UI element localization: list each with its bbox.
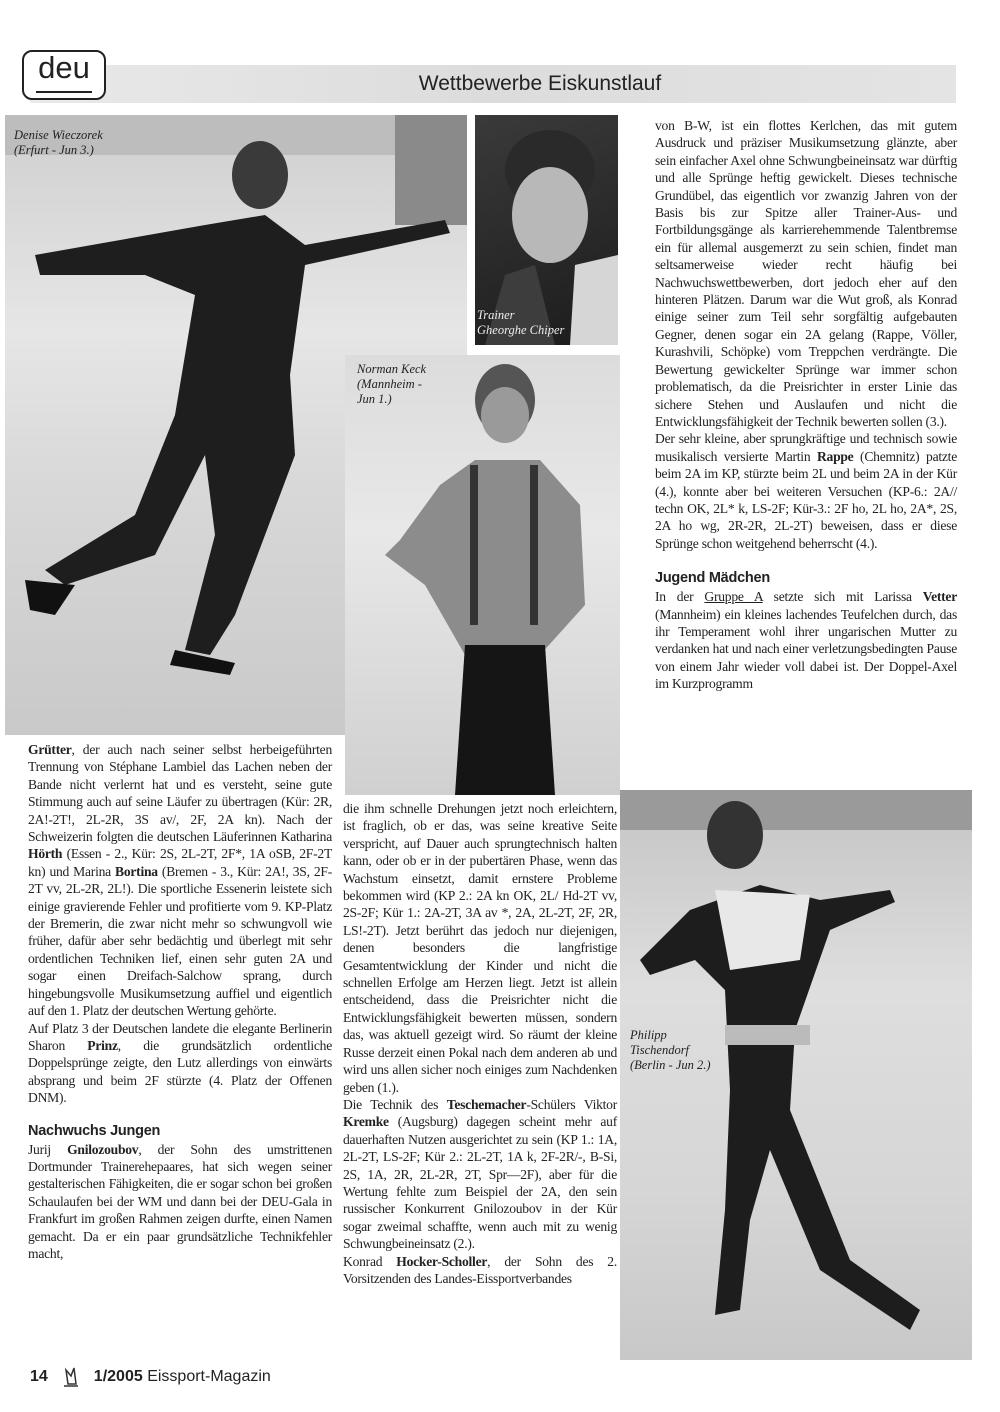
article-column-left (28, 741, 332, 1262)
skater-image (620, 790, 972, 1360)
text-run: (Augsburg) dagegen scheint mehr auf dauerhaften Nutzen ausgerichtet zu sein (KP 1.: 1A, 2L-2T, LS-2F; Kür 2.: 2L-2T, 1A k, 2F-2R/-, B-Si, 2S, 1A, 2R, 2L-2R, 2T, Spr—2F), aber für die Wertung fehlte zum Beispiel der 2A, den sein russischer Konkurrent Gnilozoubov in der Kür sogar zweimal schaffte, wenn auch mit zu wenig Schwungbeineinsatz (2.). (343, 1114, 617, 1252)
section-heading-nachwuchs-jungen: Nachwuchs Jungen (28, 1122, 161, 1139)
bold-name: Vetter (922, 589, 957, 605)
bold-name: Grütter (28, 742, 72, 757)
text-run: (Chemnitz) patzte beim 2A im KP, stürzte beim 2L und beim 2A in der Kür (4.), konnte aber bei weiteren Versuchen (KP-6.: 2A// techn OK, 2L* k, LS-2F; Kür-3.: 2F ho, 2L ho, 2A*, 2S, 2A ho wg, 2R-2R, 2L-2T) beweisen, dass er diese Sprünge schon weitgehend beherrscht (4.). (655, 448, 957, 551)
article-text (28, 741, 332, 1107)
text-run: (Bremen - 3., Kür: 2A!, 3S, 2F-2T vv, 2L-2R, 2L!). Die sportliche Essenerin leistete sich einige gravierende Fehler und profitierte vom 9. KP-Platz der Bremerin, die zwar nicht mehr so schwungvoll wie früher, dafür aber sehr bedächtig und überlegt mit sehr ordentlichen Techniken lief, einen sehr guten 2A und sogar einen Dreifach-Salchow sprang, durch hingebungsvolle Musikumsetzung auffiel und eigentlich auf den 1. Platz der deutschen Wertung gehörte. (28, 863, 332, 1019)
text-run: die ihm schnelle Drehungen jetzt noch erleichtern, ist fraglich, ob er das, was seine kreative Seite verspricht, auf Dauer auch sprungtechnisch halten kann, oder ob er in der pubertären Phase, wenn das Wachstum einsetzt, damit ernstere Probleme bekommen wird (KP 2.: 2A kn OK, 2L/ Hd-2T vv, 2S-2F; Kür 1.: 2A-2T, 3A av *, 2A, 2L-2T, 2F, 2R, LS!-2T). Jetzt berührt das jedoch nur diejenigen, denen besonders die langfristige Gesamtentwicklung der Kinder und nicht die schnellen Erfolge am Herzen liegt. Jetzt ist allein entscheidend, dass die Preisrichter nicht die Entwicklungsfähigkeit bewerten müssen, sondern das, was aktuell gezeigt wird. So räumt der kleine Russe derzeit einen Pokal nach dem anderen ab und wird uns allen sicher noch einiges zum Nachdenken geben (1.). (343, 801, 617, 1095)
text-run: von B-W, ist ein flottes Kerlchen, das mit gutem Ausdruck und präziser Musikumsetzung glänzte, aber sein einfacher Axel ohne Schwungbeineinsatz war dürftig und alle Sprünge heftig gewickelt. Dieses technische Grundübel, das eigentlich vor zwanzig Jahren von der Basis bis zur Spitze aller Trainer-Aus- und Fortbildungsgänge als karrierehemmende Talentbremse ein für allemal ausgemerzt zu sein schien, findet man seltsamerweise wieder recht häufig bei Nachwuchswettbewerben, dort jedoch eher auf den hinteren Plätzen. Darum war die Wut groß, als Konrad einige seiner zum Teil sehr sorgfältig aufgebauten Gegner, denen sogar ein 2A gelang (Rappe, Völler, Kurashvili, Schöpke) vom Treppchen verdrängte. Die Bewertung gewickelter Sprünge war immer schon problematisch, da die Preisrichter in erster Linie das sichere Stehen und Auslaufen und nicht die Entwicklungsfähigkeit der Technik bewerten sollen (3.). (655, 118, 957, 429)
text-run: , die grundsätzlich ordentliche Doppelsprünge zeigte, den Lutz allerdings von einwärts absprang und beim 2F stürzte (4. Platz der Offenen DNM). (28, 1037, 332, 1106)
bold-name: Teschemacher (446, 1096, 527, 1112)
logo-text: deu (38, 50, 90, 85)
caption-denise (14, 128, 103, 158)
caption-norman (357, 362, 426, 407)
caption-line: (Erfurt - Jun 3.) (14, 143, 94, 157)
caption-line: Norman Keck (357, 362, 427, 376)
text-run: -Schülers Viktor (526, 1096, 617, 1112)
article-column-middle (343, 800, 617, 1287)
bold-name: Bortina (115, 863, 158, 879)
text-run: , der Sohn des umstrittenen Dortmunder Trainerehepaares, hat sich wegen seiner gestalterischen Fähigkeiten, die er sogar schon bei großen Schaulaufen bei der WM und dann bei der DEU-Gala in Frankfurt im großen Rahmen zeigen durfte, einen Namen gemacht. Da er ein paar grundsätzliche Technikfehler macht, (28, 1141, 332, 1261)
logo-underline (36, 91, 92, 93)
text-run: setzte sich mit Larissa (762, 589, 923, 605)
magazine-name: Eissport-Magazin (147, 1368, 271, 1385)
article-text (655, 117, 957, 552)
caption-line: Tischendorf (630, 1043, 690, 1057)
bold-name: Kremke (343, 1114, 389, 1130)
bold-name: Hörth (28, 846, 63, 862)
photo-norman-keck (345, 355, 620, 795)
text-run: Gruppe A (704, 589, 763, 605)
bold-name: Hocker-Scholler (396, 1253, 488, 1269)
caption-line: Denise Wieczorek (14, 128, 103, 142)
text-run: Auf Platz 3 der Deutschen landete die elegante Berlinerin Sharon (28, 1020, 332, 1053)
photo-philipp-tischendorf (620, 790, 972, 1360)
article-text (655, 588, 957, 692)
bold-name: Gnilozoubov (67, 1141, 139, 1157)
paragraph (343, 800, 617, 1096)
text-run: , der Sohn des 2. Vorsitzenden des Landes-Eissportverbandes (343, 1253, 617, 1286)
bold-name: Rappe (816, 448, 854, 464)
text-run: , der auch nach seiner selbst herbeigeführten Trennung von Stéphane Lambiel das Lachen neben der Bande nicht verlernt hat und es versteht, seine gute Stimmung auch auf seine Läufer zu übertragen (Kür: 2R, 2A!-2T!, 2L-2R, 3S av/, 2F, 2A kn). Nach der Schweizerin folgten die deutschen Läuferinnen Katharina (28, 742, 332, 845)
caption-philipp (630, 1028, 711, 1073)
paragraph (343, 1096, 617, 1253)
paragraph (655, 430, 957, 552)
article-text (28, 1141, 332, 1263)
section-heading-jugend-maedchen: Jugend Mädchen (655, 570, 770, 587)
text-run: (Mannheim) ein kleines lachendes Teufelchen durch, das ihr Temperament wohl ihrer ungarischen Mutter zu verdanken hat und nach einer verletzungsbedingten Pause von einem Jahr wieder voll dabei ist. Der Doppel-Axel im Kurzprogramm (655, 606, 957, 692)
page-title: Wettbewerbe Eiskunstlauf (418, 72, 662, 95)
text-run: Konrad (343, 1253, 397, 1269)
caption-trainer (477, 308, 564, 338)
paragraph (655, 588, 957, 692)
caption-line: Gheorghe Chiper (477, 323, 565, 337)
skater-image (345, 355, 620, 795)
issue-line (94, 1368, 271, 1386)
caption-line: (Mannheim - (357, 377, 422, 391)
paragraph (28, 741, 332, 1020)
skater-logo-icon (58, 1364, 84, 1390)
caption-line: Trainer (477, 308, 515, 322)
article-text (343, 800, 617, 1287)
text-run: Jurij (28, 1141, 68, 1157)
page-footer (30, 1364, 271, 1390)
paragraph (28, 1141, 332, 1263)
paragraph (28, 1020, 332, 1107)
paragraph (655, 117, 957, 430)
bold-name: Prinz (87, 1037, 118, 1053)
text-run: In der (655, 589, 705, 605)
caption-line: Philipp (630, 1028, 667, 1042)
deu-logo (22, 50, 106, 100)
caption-line: Jun 1.) (357, 392, 392, 406)
article-column-right (655, 117, 957, 693)
paragraph (343, 1253, 617, 1288)
text-run: Der sehr kleine, aber sprungkräftige und technisch sowie musikalisch versierte Martin (655, 431, 957, 464)
text-run: (Essen - 2., Kür: 2S, 2L-2T, 2F*, 1A oSB, 2F-2T kn) und Marina (28, 846, 332, 879)
issue-number: 1/2005 (93, 1368, 143, 1385)
text-run: Die Technik des (343, 1096, 447, 1112)
page-number: 14 (30, 1368, 48, 1385)
caption-line: (Berlin - Jun 2.) (630, 1058, 711, 1072)
